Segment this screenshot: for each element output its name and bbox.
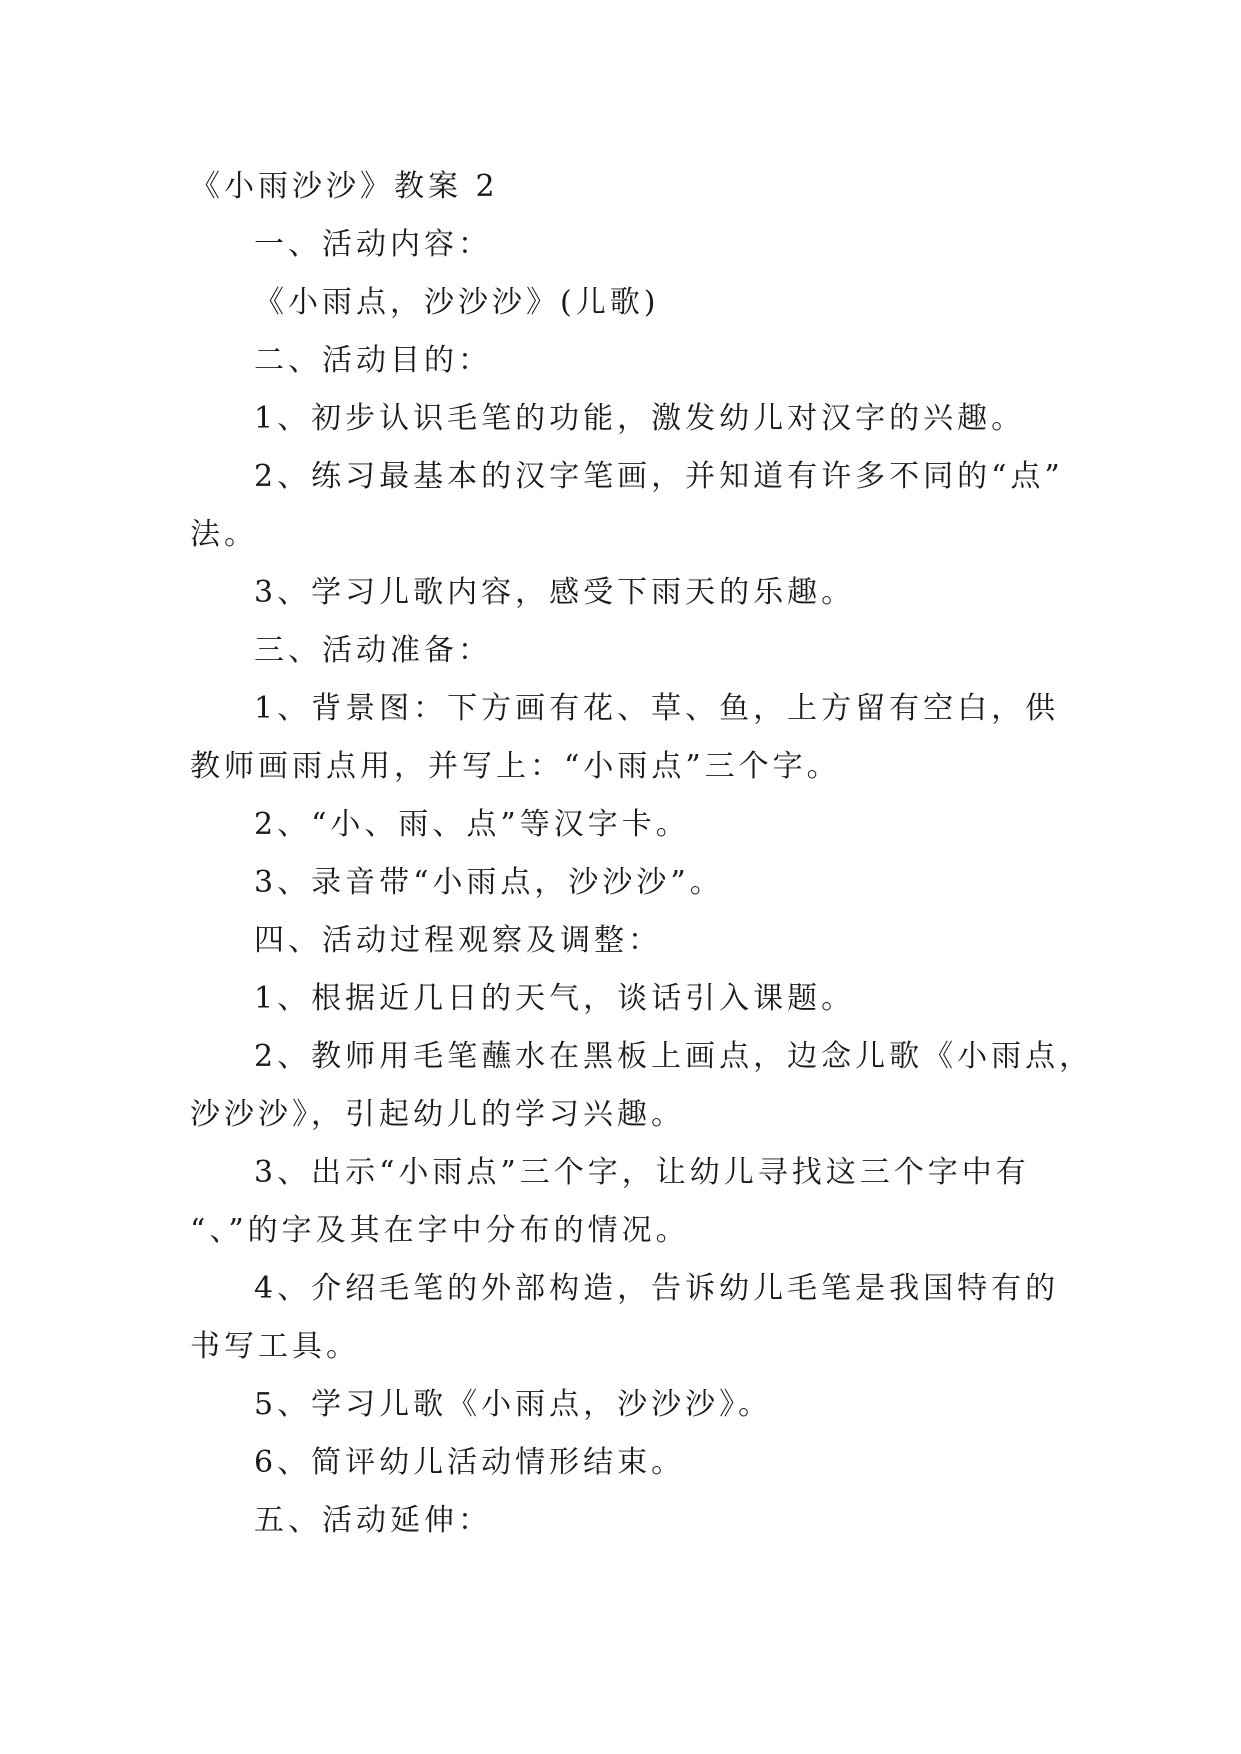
paragraph: 3、录音带“小雨点，沙沙沙”。: [254, 865, 724, 900]
paragraph: 3、学习儿歌内容，感受下雨天的乐趣。: [254, 575, 856, 610]
paragraph: 5、学习儿歌《小雨点，沙沙沙》。: [254, 1387, 773, 1422]
paragraph: 《小雨点，沙沙沙》(儿歌): [254, 285, 660, 320]
paragraph-continuation: 书写工具。: [190, 1329, 360, 1364]
paragraph-continuation: 教师画雨点用，并写上：“小雨点”三个字。: [190, 749, 841, 784]
paragraph: 2、教师用毛笔蘸水在黑板上画点，边念儿歌《小雨点，: [254, 1039, 1094, 1074]
paragraph: 1、根据近几日的天气，谈话引入课题。: [254, 981, 856, 1016]
section-heading-preparation: 三、活动准备：: [254, 633, 492, 668]
paragraph: 2、“小、雨、点”等汉字卡。: [254, 807, 690, 842]
paragraph: 1、背景图：下方画有花、草、鱼，上方留有空白，供: [254, 691, 1060, 726]
section-heading-extension: 五、活动延伸：: [254, 1503, 492, 1538]
paragraph-continuation: 沙沙沙》，引起幼儿的学习兴趣。: [190, 1097, 685, 1132]
paragraph: 4、介绍毛笔的外部构造，告诉幼儿毛笔是我国特有的: [254, 1271, 1060, 1306]
paragraph: 1、初步认识毛笔的功能，激发幼儿对汉字的兴趣。: [254, 401, 1026, 436]
document-body: [190, 158, 1094, 1550]
section-heading-content: 一、活动内容：: [254, 227, 492, 262]
document-title: 《小雨沙沙》教案 2: [190, 169, 499, 204]
paragraph: 6、简评幼儿活动情形结束。: [254, 1445, 686, 1480]
section-heading-process: 四、活动过程观察及调整：: [254, 923, 662, 958]
paragraph: 3、出示“小雨点”三个字，让幼儿寻找这三个字中有: [254, 1155, 1030, 1190]
paragraph-continuation: 法。: [190, 517, 258, 552]
paragraph-continuation: “、”的字及其在字中分布的情况。: [190, 1213, 690, 1248]
section-heading-goals: 二、活动目的：: [254, 343, 492, 378]
paragraph: 2、练习最基本的汉字笔画，并知道有许多不同的“点”: [254, 459, 1064, 494]
